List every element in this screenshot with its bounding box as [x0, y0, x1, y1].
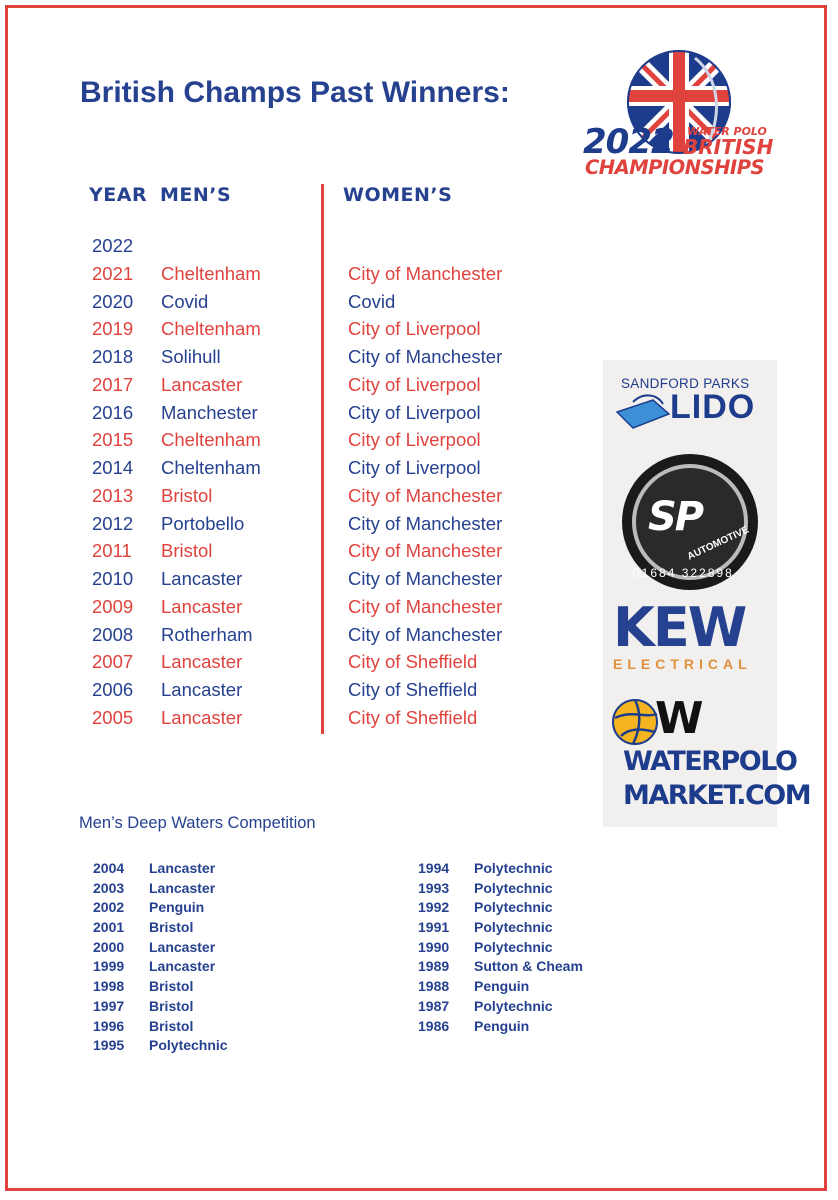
deep-waters-team: Lancaster	[149, 958, 216, 975]
winner-row	[92, 509, 552, 537]
deep-waters-team: Lancaster	[149, 879, 216, 896]
deep-waters-year: 1995	[93, 1037, 125, 1054]
winner-year: 2006	[92, 679, 134, 700]
deep-waters-year: 1992	[418, 899, 450, 916]
winner-men: Lancaster	[161, 706, 243, 728]
winner-men: Covid	[161, 290, 209, 312]
winner-women: City of Liverpool	[348, 318, 481, 340]
sp-phone-text: 01684 322898	[633, 566, 734, 580]
winner-women: City of Manchester	[348, 512, 503, 534]
deep-waters-year: 2001	[93, 919, 125, 936]
winner-year: 2005	[92, 706, 134, 728]
winner-women: City of Liverpool	[348, 429, 481, 451]
winner-year: 2017	[92, 373, 134, 395]
winner-men: Cheltenham	[161, 429, 261, 451]
winner-men: Rotherham	[161, 623, 253, 645]
winner-men: Cheltenham	[161, 262, 261, 284]
deep-waters-team: Sutton & Cheam	[474, 958, 583, 975]
page-title: British Champs Past Winners:	[80, 76, 510, 109]
deep-waters-team: Bristol	[149, 997, 194, 1014]
winners-table	[92, 231, 552, 731]
deep-waters-team: Penguin	[474, 978, 530, 995]
winner-year: 2009	[92, 595, 134, 617]
winner-row	[92, 675, 552, 703]
winner-row	[92, 370, 552, 398]
winner-men: Cheltenham	[161, 318, 261, 340]
winner-year: 2014	[92, 457, 134, 478]
winner-women: City of Sheffield	[348, 679, 478, 700]
winner-row	[92, 342, 552, 370]
deep-waters-team: Polytechnic	[474, 997, 553, 1014]
winner-men: Lancaster	[161, 373, 243, 395]
winner-year: 2013	[92, 484, 134, 506]
championships-logo	[583, 48, 788, 188]
sp-text: SP	[648, 494, 703, 540]
header-women: WOMEN’S	[343, 184, 453, 206]
kew-logo-text: KEW	[613, 596, 746, 659]
winner-women: City of Sheffield	[348, 651, 478, 673]
sponsors-panel	[603, 360, 811, 827]
winner-women: City of Liverpool	[348, 401, 481, 423]
winner-year: 2016	[92, 401, 134, 423]
winner-year: 2018	[92, 346, 134, 367]
winner-men: Lancaster	[161, 679, 243, 700]
winner-men: Lancaster	[161, 651, 243, 673]
winner-row	[92, 287, 552, 315]
winner-row	[92, 398, 552, 426]
deep-waters-team: Polytechnic	[474, 919, 553, 936]
winner-year: 2022	[92, 235, 134, 256]
winner-row	[92, 647, 552, 675]
deep-waters-team: Polytechnic	[474, 879, 553, 896]
winner-year: 2008	[92, 623, 134, 645]
logo-championships: CHAMPIONSHIPS	[585, 156, 765, 179]
winner-women: City of Manchester	[348, 262, 503, 284]
deep-waters-year: 1998	[93, 978, 125, 995]
header-year: YEAR	[89, 184, 148, 206]
winner-men: Lancaster	[161, 568, 243, 589]
deep-waters-team: Bristol	[149, 1017, 194, 1034]
winner-women: City of Manchester	[348, 484, 503, 506]
deep-waters-year: 1993	[418, 879, 450, 896]
deep-waters-team: Penguin	[149, 899, 205, 916]
winner-year: 2020	[92, 290, 134, 312]
winner-men: Lancaster	[161, 595, 243, 617]
deep-waters-year: 1989	[418, 958, 450, 975]
lido-text: LIDO	[670, 388, 756, 426]
deep-waters-year: 2004	[93, 860, 125, 876]
header-men: MEN’S	[160, 184, 232, 206]
deep-waters-year: 1994	[418, 860, 450, 876]
deep-waters-year: 1996	[93, 1017, 125, 1034]
deep-waters-team: Penguin	[474, 1017, 530, 1034]
deep-waters-year: 1991	[418, 919, 450, 936]
deep-waters-team: Polytechnic	[149, 1037, 228, 1054]
deep-waters-team: Lancaster	[149, 860, 216, 876]
winner-women: City of Manchester	[348, 540, 503, 562]
sp-ring-text: AUTOMOTIVE	[685, 524, 751, 563]
winner-women: City of Manchester	[348, 623, 503, 645]
winner-year: 2010	[92, 568, 134, 589]
winner-women: Covid	[348, 290, 396, 312]
winner-year: 2007	[92, 651, 134, 673]
deep-waters-team: Polytechnic	[474, 938, 553, 955]
deep-waters-year: 2002	[93, 899, 125, 916]
winner-row	[92, 592, 552, 620]
winner-women: City of Sheffield	[348, 706, 478, 728]
deep-waters-team: Polytechnic	[474, 899, 553, 916]
winner-women: City of Liverpool	[348, 457, 481, 478]
winner-row	[92, 481, 552, 509]
winner-row	[92, 703, 552, 731]
winner-men: Bristol	[161, 484, 213, 506]
lido-top-text: SANDFORD PARKS	[621, 376, 750, 391]
sp-automotive-logo	[603, 452, 777, 592]
deep-waters-team: Lancaster	[149, 938, 216, 955]
deep-waters-team: Bristol	[149, 978, 194, 995]
winner-men: Solihull	[161, 346, 221, 367]
winner-year: 2019	[92, 318, 134, 340]
deep-waters-year: 1987	[418, 997, 450, 1014]
logo-water-polo: WATER POLO	[687, 125, 767, 138]
winner-row	[92, 564, 552, 592]
deep-waters-team: Polytechnic	[474, 860, 553, 876]
wpm-mark-text: W	[655, 693, 701, 744]
logo-british: BRITISH	[683, 135, 774, 159]
deep-waters-year: 1990	[418, 938, 450, 955]
winner-women: City of Manchester	[348, 595, 503, 617]
wpm-line2: MARKET.COM	[623, 780, 811, 811]
deep-waters-title: Men’s Deep Waters Competition	[79, 814, 316, 832]
winner-men: Bristol	[161, 540, 213, 562]
kew-electrical-text: ELECTRICAL	[613, 656, 752, 672]
winner-men: Manchester	[161, 401, 258, 423]
winner-women: City of Manchester	[348, 346, 503, 367]
deep-waters-year: 2003	[93, 879, 125, 896]
winner-row	[92, 259, 552, 287]
winner-men: Portobello	[161, 512, 245, 534]
winner-year: 2021	[92, 262, 134, 284]
deep-waters-year: 1986	[418, 1017, 450, 1034]
winner-row	[92, 231, 552, 259]
winner-year: 2011	[92, 540, 132, 562]
deep-waters-team: Bristol	[149, 919, 194, 936]
winner-year: 2012	[92, 512, 134, 534]
deep-waters-year: 2000	[93, 938, 125, 955]
winner-men: Cheltenham	[161, 457, 261, 478]
winner-women: City of Liverpool	[348, 373, 481, 395]
wpm-line1: WATERPOLO	[623, 746, 797, 777]
winner-women: City of Manchester	[348, 568, 503, 589]
deep-waters-year: 1997	[93, 997, 125, 1014]
sandford-parks-lido-logo	[603, 360, 777, 450]
winner-row	[92, 425, 552, 453]
winner-row	[92, 314, 552, 342]
winner-row	[92, 620, 552, 648]
winner-row	[92, 453, 552, 481]
winner-year: 2015	[92, 429, 134, 451]
deep-waters-year: 1988	[418, 978, 450, 995]
pool-icon	[613, 390, 673, 430]
deep-waters-year: 1999	[93, 958, 125, 975]
logo-year: 2022	[583, 122, 674, 162]
winner-row	[92, 536, 552, 564]
